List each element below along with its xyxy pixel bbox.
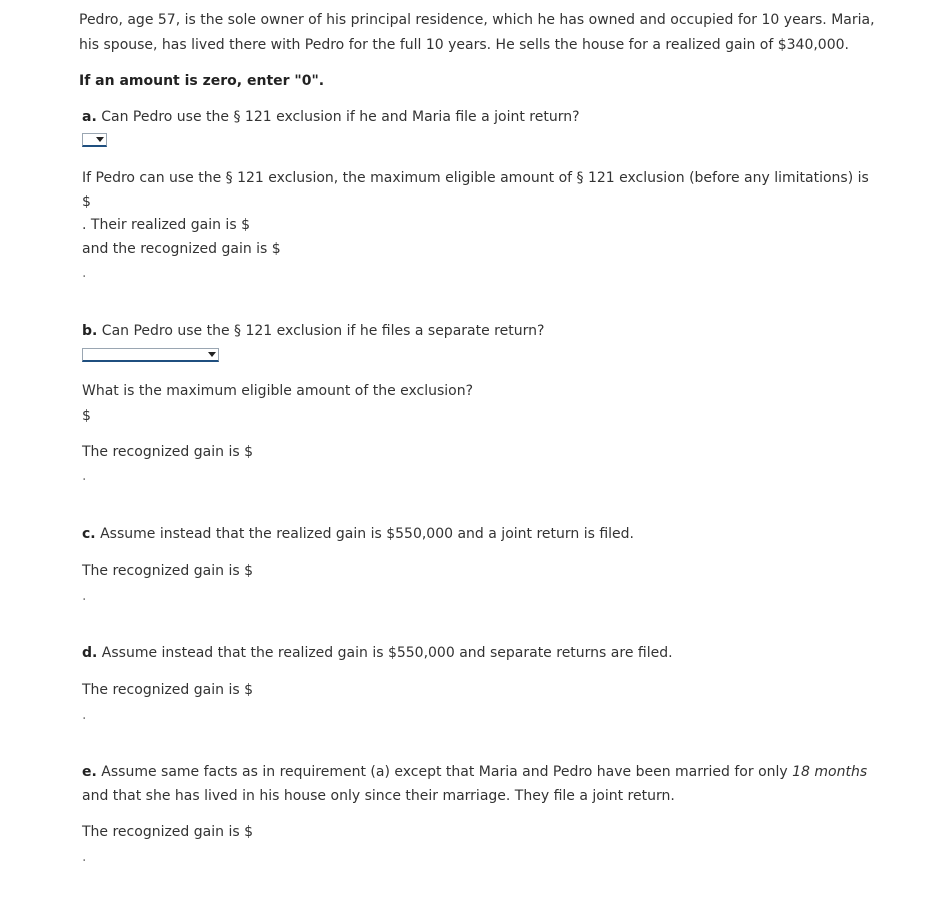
part-d-question — [82, 644, 673, 662]
part-b-letter: b. — [82, 323, 98, 339]
part-a-question-text: Can Pedro use the § 121 exclusion if he and Maria file a joint return? — [101, 109, 580, 125]
part-a-period: . — [82, 265, 87, 281]
part-e-question-line-2: and that she has lived in his house only since their marriage. They file a joint return. — [82, 788, 675, 804]
part-a-realized-label — [82, 216, 254, 234]
part-b-max-dollar — [82, 407, 95, 425]
part-e-question-text: Assume same facts as in requirement (a) except that Maria and Pedro have been married for only — [101, 764, 793, 780]
part-d-recognized-text: The recognized gain is $ — [82, 682, 253, 698]
part-e-recognized-label — [82, 823, 257, 841]
part-a-dropdown[interactable] — [82, 133, 107, 147]
part-d-question-text: Assume instead that the realized gain is $550,000 and separate returns are filed. — [101, 645, 673, 661]
part-c-recognized-label — [82, 562, 257, 580]
part-a-recognized-text: and the recognized gain is $ — [82, 241, 281, 257]
part-e-recognized-text: The recognized gain is $ — [82, 824, 253, 840]
intro-line-1: Pedro, age 57, is the sole owner of his principal residence, which he has owned and occupied for 10 years. Maria, — [79, 12, 875, 28]
part-c-question-text: Assume instead that the realized gain is $550,000 and a joint return is filed. — [100, 526, 635, 542]
part-a-question — [82, 108, 580, 126]
part-c-question — [82, 525, 634, 543]
part-d-period: . — [82, 707, 87, 723]
part-e-letter: e. — [82, 764, 97, 780]
chevron-down-icon — [96, 137, 104, 142]
part-a-realized-text: . Their realized gain is $ — [82, 217, 250, 233]
part-b-recognized-text: The recognized gain is $ — [82, 444, 253, 460]
zero-instruction: If an amount is zero, enter "0". — [79, 73, 325, 89]
dollar-sign: $ — [82, 194, 91, 210]
part-a-recognized-label — [82, 240, 285, 258]
part-e-period: . — [82, 849, 87, 865]
part-c-recognized-text: The recognized gain is $ — [82, 563, 253, 579]
part-c-period: . — [82, 588, 87, 604]
chevron-down-icon — [208, 352, 216, 357]
dollar-sign: $ — [82, 408, 91, 424]
part-b-question — [82, 322, 544, 340]
part-b-question-text: Can Pedro use the § 121 exclusion if he files a separate return? — [101, 323, 545, 339]
part-b-max-label: What is the maximum eligible amount of the exclusion? — [82, 383, 474, 399]
part-e-question — [82, 763, 867, 781]
part-b-recognized-label — [82, 443, 257, 461]
part-b-dropdown[interactable] — [82, 348, 219, 362]
part-d-letter: d. — [82, 645, 98, 661]
part-b-period: . — [82, 468, 87, 484]
part-a-letter: a. — [82, 109, 97, 125]
part-a-max-label: If Pedro can use the § 121 exclusion, the maximum eligible amount of § 121 exclusion (before any limitations) is — [82, 170, 869, 186]
part-a-max-dollar — [82, 193, 95, 211]
intro-line-2: his spouse, has lived there with Pedro for the full 10 years. He sells the house for a realized gain of $340,000. — [79, 37, 849, 53]
part-d-recognized-label — [82, 681, 257, 699]
part-c-letter: c. — [82, 526, 96, 542]
part-e-emphasis: 18 months — [792, 764, 868, 780]
